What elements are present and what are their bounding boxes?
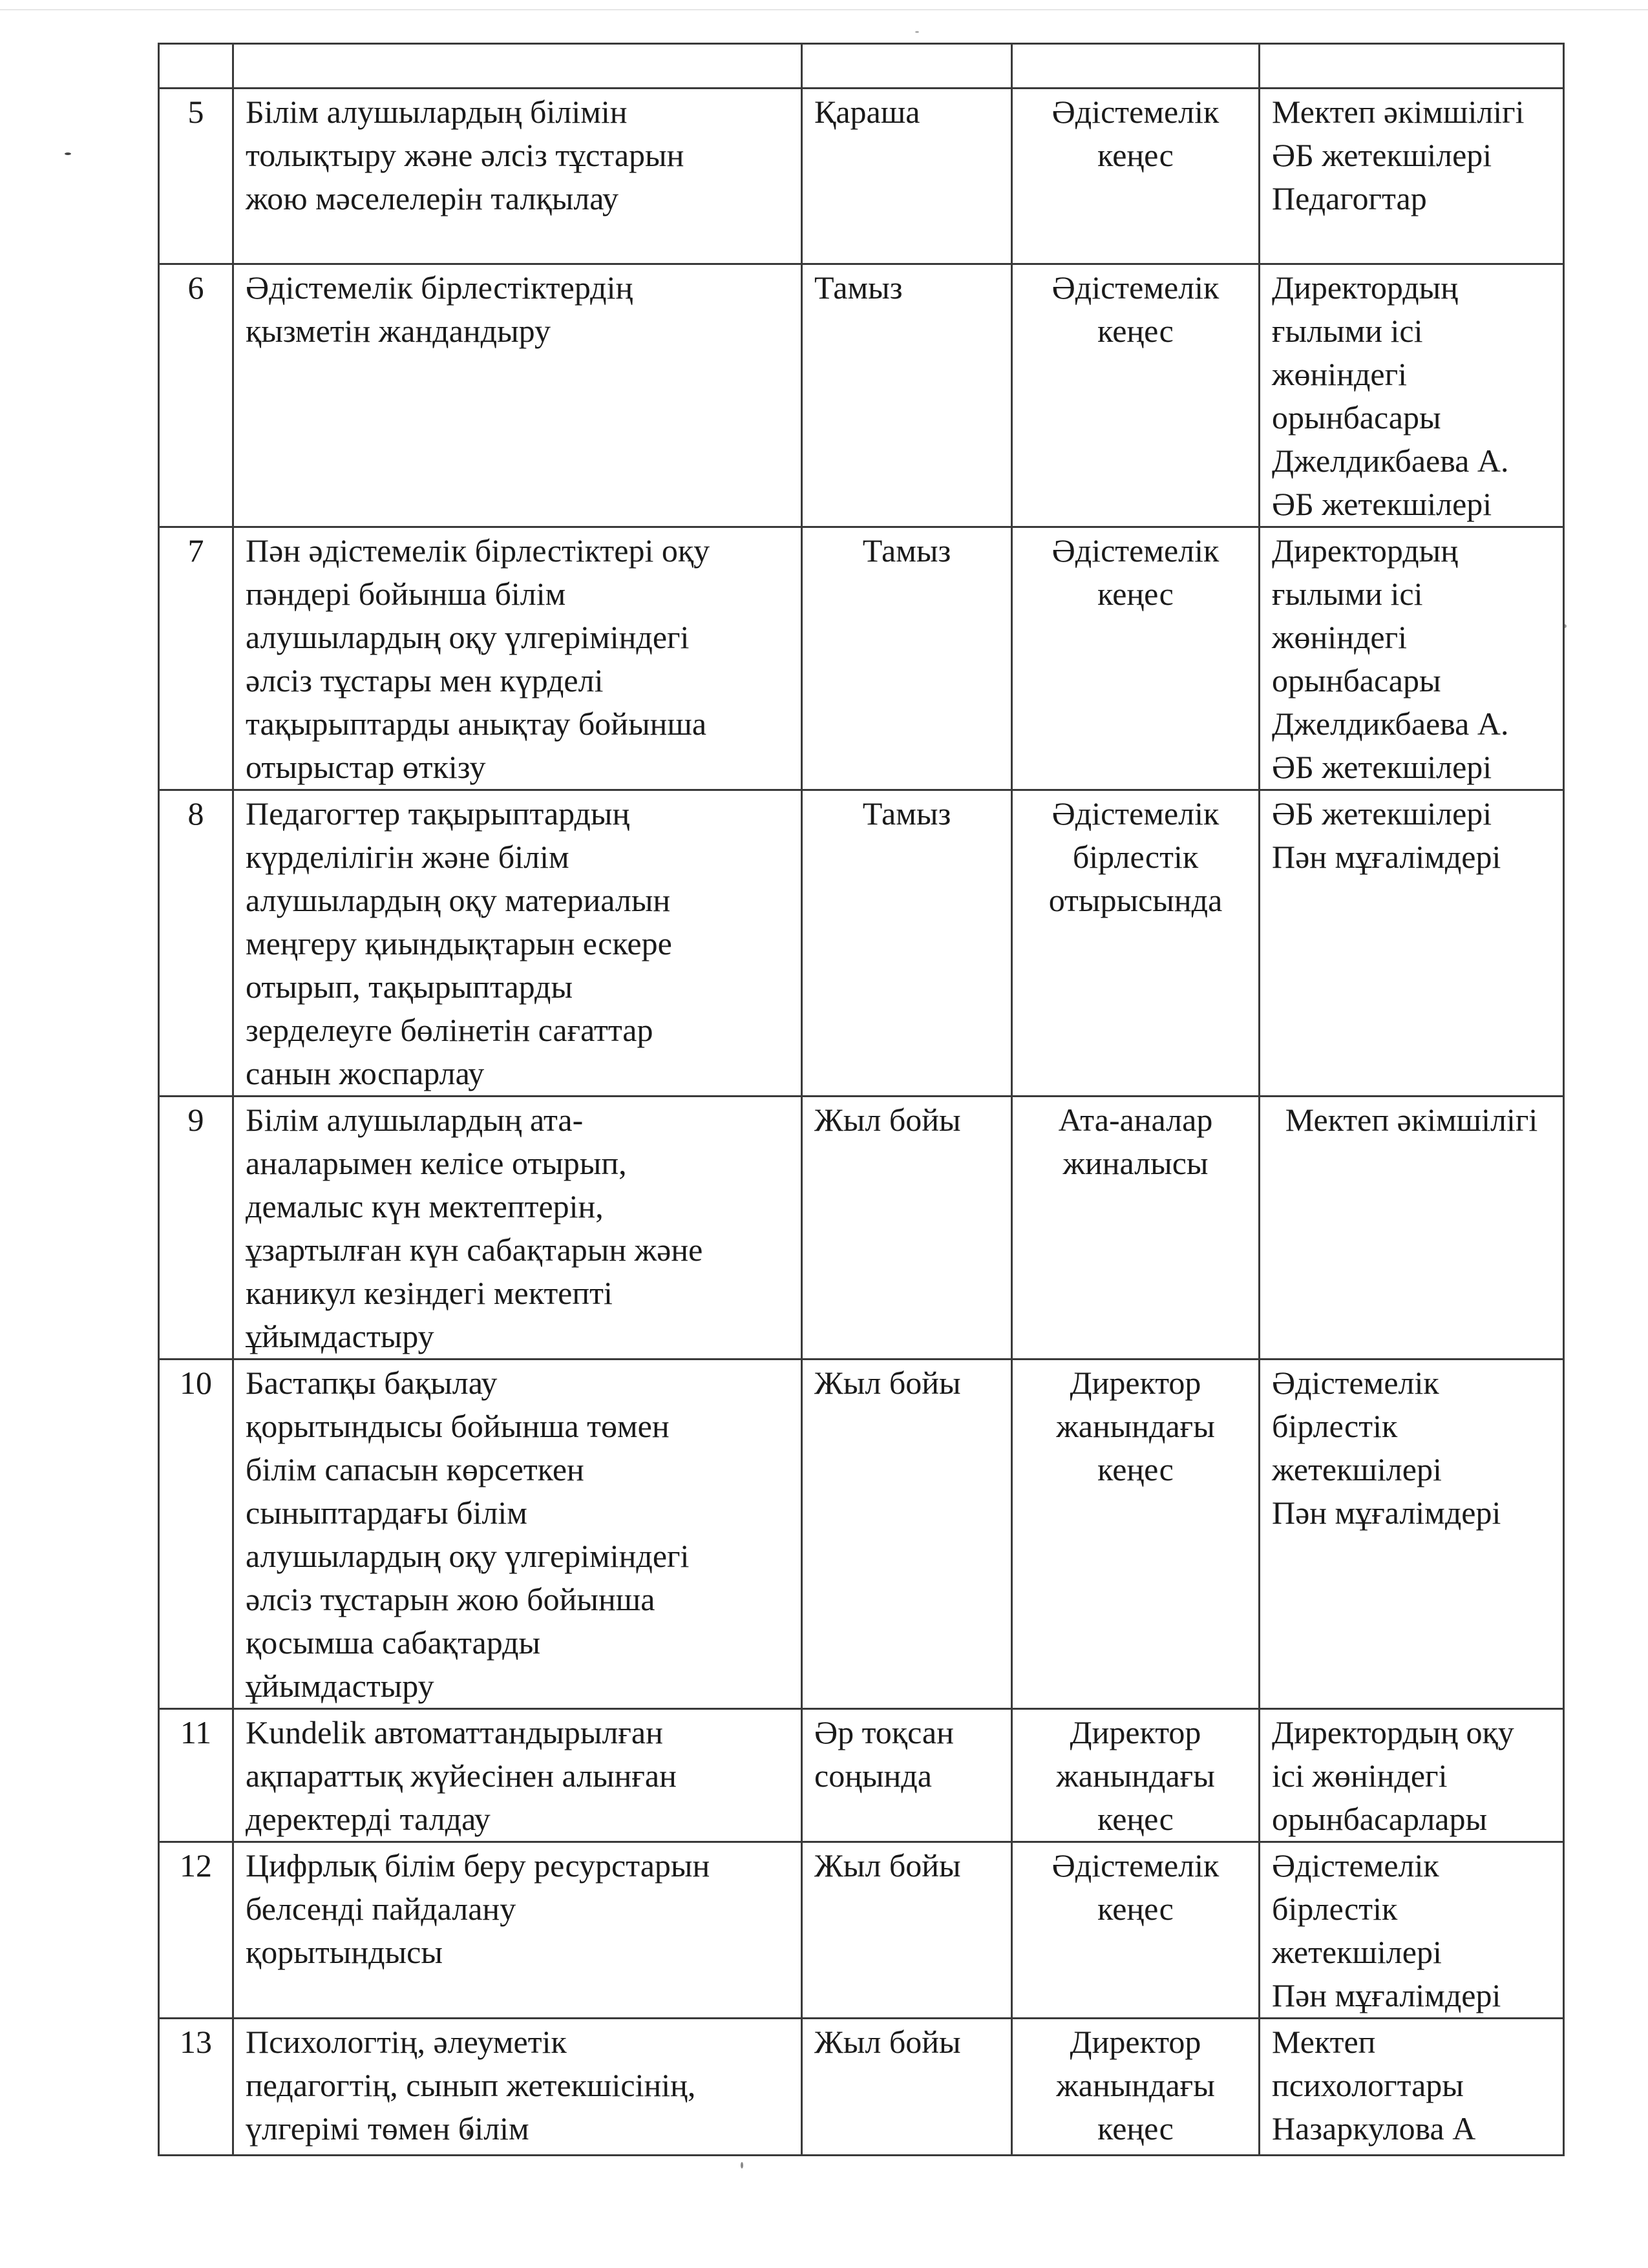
header-cell xyxy=(1012,44,1260,89)
completion-form-cell: Әдістемелік кеңес xyxy=(1012,264,1260,527)
row-number-cell: 8 xyxy=(159,790,233,1097)
event-cell: Kundelik автоматтандырылған ақпараттық жүйесінен алынған деректерді талдау xyxy=(233,1709,802,1842)
timeframe-cell: Жыл бойы xyxy=(802,1842,1012,2019)
timeframe-cell: Әр тоқсан соңында xyxy=(802,1709,1012,1842)
table-row xyxy=(159,1097,1564,1360)
scan-speck xyxy=(65,152,71,155)
row-number-cell: 9 xyxy=(159,1097,233,1360)
responsible-cell: Мектеп әкімшілігі xyxy=(1260,1097,1564,1360)
responsible-cell: Мектеп әкімшілігі ӘБ жетекшілері Педагогтар xyxy=(1260,89,1564,264)
row-number-cell: 11 xyxy=(159,1709,233,1842)
action-plan-table xyxy=(158,43,1565,2156)
table-row xyxy=(159,264,1564,527)
row-number-cell: 12 xyxy=(159,1842,233,2019)
event-cell: Білім алушылардың ата- аналарымен келісе отырып, демалыс күн мектептерін, ұзартылған күн сабақтарын және каникул кезіндегі мектепті ұйымдастыру xyxy=(233,1097,802,1360)
responsible-cell: ӘБ жетекшілері Пән мұғалімдері xyxy=(1260,790,1564,1097)
completion-form-cell: Директор жанындағы кеңес xyxy=(1012,2019,1260,2156)
table-row xyxy=(159,1709,1564,1842)
table-row xyxy=(159,2019,1564,2156)
row-number-cell: 6 xyxy=(159,264,233,527)
header-cell xyxy=(159,44,233,89)
timeframe-cell: Қараша xyxy=(802,89,1012,264)
row-number-cell: 13 xyxy=(159,2019,233,2156)
scan-edge-line xyxy=(0,9,1648,10)
table-row xyxy=(159,527,1564,790)
responsible-cell: Директордың ғылыми ісі жөніндегі орынбасары Джелдикбаева А. ӘБ жетекшілері xyxy=(1260,264,1564,527)
timeframe-cell: Тамыз xyxy=(802,264,1012,527)
table-row xyxy=(159,1842,1564,2019)
completion-form-cell: Әдістемелік кеңес xyxy=(1012,89,1260,264)
event-cell: Психологтің, әлеуметік педагогтің, сынып жетекшісінің, үлгерімі төмен білім xyxy=(233,2019,802,2156)
responsible-cell: Директордың ғылыми ісі жөніндегі орынбасары Джелдикбаева А. ӘБ жетекшілері xyxy=(1260,527,1564,790)
row-number-cell: 10 xyxy=(159,1360,233,1709)
header-cell xyxy=(802,44,1012,89)
scan-speck xyxy=(741,2162,743,2168)
event-cell: Әдістемелік бірлестіктердің қызметін жандандыру xyxy=(233,264,802,527)
timeframe-cell: Жыл бойы xyxy=(802,1360,1012,1709)
completion-form-cell: Әдістемелік кеңес xyxy=(1012,527,1260,790)
completion-form-cell: Әдістемелік кеңес xyxy=(1012,1842,1260,2019)
completion-form-cell: Әдістемелік бірлестік отырысында xyxy=(1012,790,1260,1097)
timeframe-cell: Жыл бойы xyxy=(802,2019,1012,2156)
row-number-cell: 7 xyxy=(159,527,233,790)
timeframe-cell: Жыл бойы xyxy=(802,1097,1012,1360)
table-row xyxy=(159,1360,1564,1709)
event-cell: Педагогтер тақырыптардың күрделілігін және білім алушылардың оқу материалын меңгеру қиындықтарын ескере отырып, тақырыптарды зерделеуге бөлінетін сағаттар санын жоспарлау xyxy=(233,790,802,1097)
event-cell: Бастапқы бақылау қорытындысы бойынша төмен білім сапасын көрсеткен сыныптардағы білім алушылардың оқу үлгеріміндегі әлсіз тұстарын жою бойынша қосымша сабақтарды ұйымдастыру xyxy=(233,1360,802,1709)
row-number-cell: 5 xyxy=(159,89,233,264)
event-cell: Пән әдістемелік бірлестіктері оқу пәндері бойынша білім алушылардың оқу үлгеріміндегі әлсіз тұстары мен күрделі тақырыптарды анықтау бойынша отырыстар өткізу xyxy=(233,527,802,790)
responsible-cell: Әдістемелік бірлестік жетекшілері Пән мұғалімдері xyxy=(1260,1360,1564,1709)
header-cell xyxy=(1260,44,1564,89)
completion-form-cell: Директор жанындағы кеңес xyxy=(1012,1709,1260,1842)
scan-speck xyxy=(915,31,919,33)
responsible-cell: Әдістемелік бірлестік жетекшілері Пән мұғалімдері xyxy=(1260,1842,1564,2019)
event-cell: Білім алушылардың білімін толықтыру және әлсіз тұстарын жою мәселелерін талқылау xyxy=(233,89,802,264)
responsible-cell: Директордың оқу ісі жөніндегі орынбасарлары xyxy=(1260,1709,1564,1842)
completion-form-cell: Директор жанындағы кеңес xyxy=(1012,1360,1260,1709)
table-header-row xyxy=(159,44,1564,89)
table-row xyxy=(159,89,1564,264)
timeframe-cell: Тамыз xyxy=(802,527,1012,790)
header-cell xyxy=(233,44,802,89)
event-cell: Цифрлық білім беру ресурстарын белсенді пайдалану қорытындысы xyxy=(233,1842,802,2019)
completion-form-cell: Ата-аналар жиналысы xyxy=(1012,1097,1260,1360)
table-row xyxy=(159,790,1564,1097)
timeframe-cell: Тамыз xyxy=(802,790,1012,1097)
responsible-cell: Мектеп психологтары Назаркулова А xyxy=(1260,2019,1564,2156)
